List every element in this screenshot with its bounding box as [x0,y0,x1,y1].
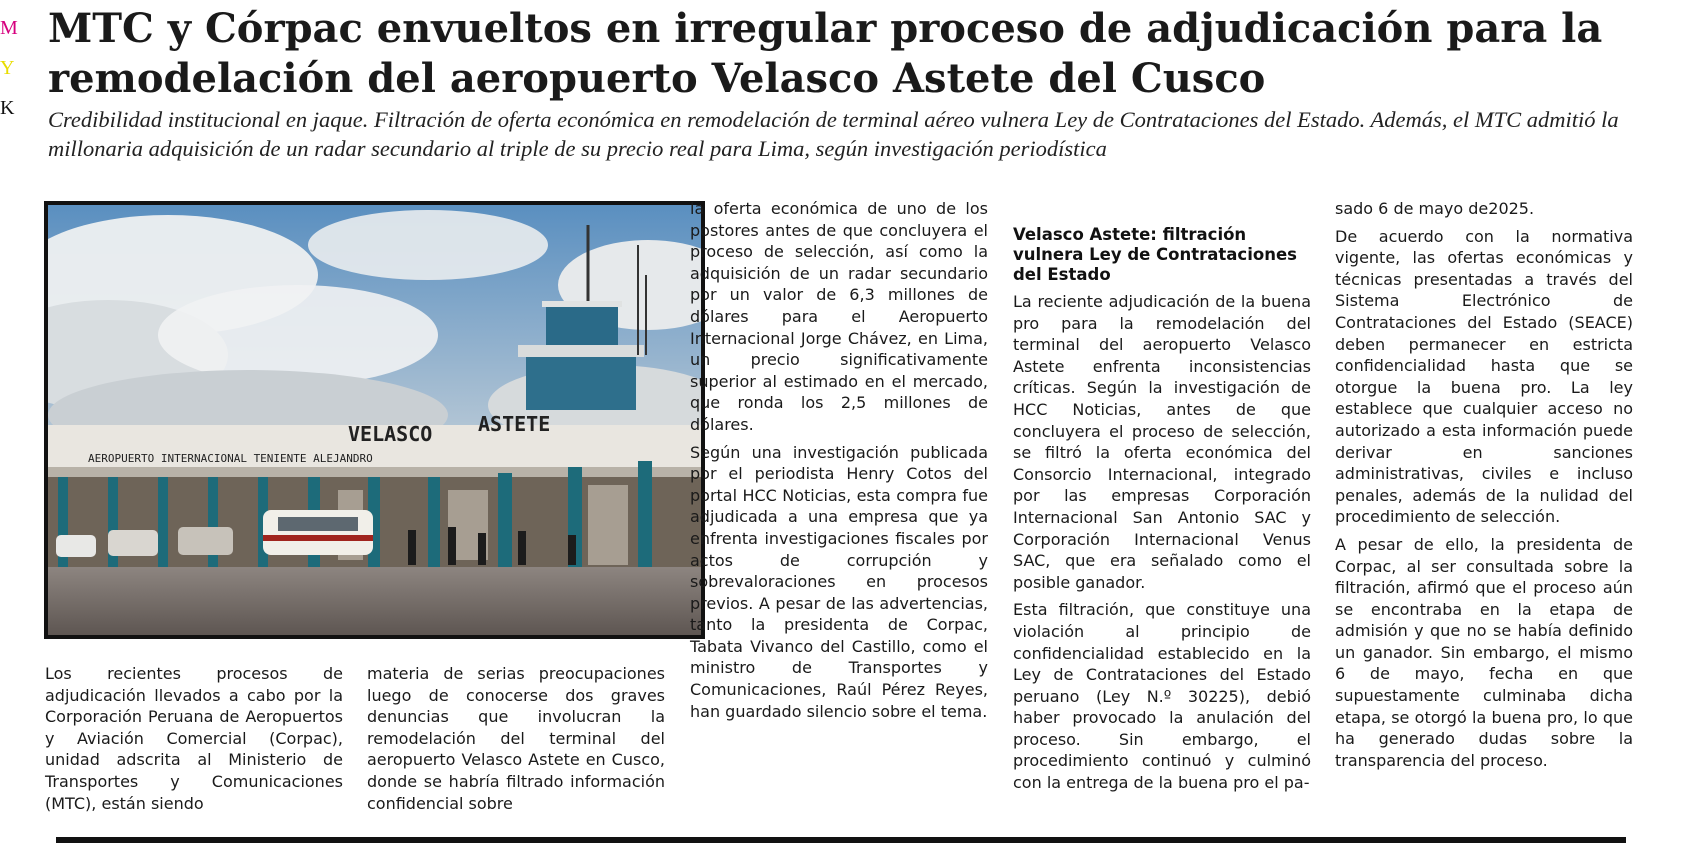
article-headline: MTC y Córpac envueltos en irregular proceso de adjudicación para la remodelación del aeropuerto Velasco Astete del Cusco [48,5,1603,102]
paragraph: A pesar de ello, la presidenta de Corpac, al ser consultada sobre la filtración, afirmó que el proceso aún se encontraba en la etapa de admisión y que no se había definido un ganador. Sin embargo, el mismo 6 de mayo, fecha en que supuestamente culminaba dicha etapa, se otorgó la buena pro, lo que ha generado dudas sobre la transparencia del proceso. [1335,534,1633,770]
article-column-5 [1335,198,1633,777]
photo-sign-line1: AEROPUERTO INTERNACIONAL TENIENTE ALEJANDRO [88,452,373,465]
paragraph: materia de serias preocupaciones luego de conocerse dos graves denuncias que involucran la remodelación del terminal del aeropuerto Velasco Astete en Cusco, donde se habría filtrado información confidencial sobre [367,664,665,813]
article-column-4 [1013,225,1311,800]
article-column-1 [45,663,343,820]
bottom-rule [56,837,1626,843]
paragraph: Los recientes procesos de adjudicación llevados a cabo por la Corporación Peruana de Aeropuertos y Aviación Comercial (Corpac), unidad adscrita al Ministerio de Transportes y Comunicaciones (MTC), están siendo [45,664,343,813]
paragraph: La reciente adjudicación de la buena pro para la remodelación del terminal del aeropuerto Velasco Astete enfrenta inconsistencias críticas. Según la investigación de HCC Noticias, antes de que concluyera el proceso de selección, se filtró la oferta económica del Consorcio Internacional, integrado por las empresas Corporación Internacional San Antonio SAC y Corporación Internacional Venus SAC, que era señalado como el posible ganador. [1013,292,1311,592]
photo-sign-line2: VELASCO [348,422,433,446]
paragraph: Según una investigación publicada por el periodista Henry Cotos del portal HCC Noticias, esta compra fue adjudicada a una empresa que ya enfrenta investigaciones fiscales por actos de corrupción y sobrevaloraciones en procesos previos. A pesar de las advertencias, tanto la presidenta de Corpac, Tabata Vivanco del Castillo, como el ministro de Transportes y Comunicaciones, Raúl Pérez Reyes, han guardado silencio sobre el tema. [690,442,988,721]
paragraph: Esta filtración, que constituye una violación al principio de confidencialidad establecido en la Ley de Contrataciones del Estado peruano (Ley N.º 30225), debió haber provocado la anulación del proceso. Sin embargo, el procedimiento continuó y culminó con la entrega de la buena pro el pa- [1013,600,1311,793]
airport-photo [44,201,705,639]
paragraph: De acuerdo con la normativa vigente, las ofertas económicas y técnicas presentadas a través del Sistema Electrónico de Contrataciones del Estado (SEACE) deben permanecer en estricta confidencialidad hasta que se otorgue la buena pro. La ley establece que cualquier acceso no autorizado a esta información puede derivar en sanciones administrativas, civiles e incluso penales, además de la nulidad del procedimiento de selección. [1335,226,1633,527]
paragraph: sado 6 de mayo de2025. [1335,199,1535,218]
article-deck: Credibilidad institucional en jaque. Filtración de oferta económica en remodelación de terminal aéreo vulnera Ley de Contrataciones del Estado. Además, el MTC admitió la millonaria adquisición de un radar secundario al triple de su precio real para Lima, según investigación periodística [48,107,1619,161]
section-subhead: Velasco Astete: filtración vulnera Ley de Contrataciones del Estado [1013,225,1297,284]
registration-mark-black: K [0,97,15,119]
article-column-2 [367,663,665,820]
paragraph: la oferta económica de uno de los postores antes de que concluyera el proceso de selección, así como la adquisición de un radar secundario por un valor de 6,3 millones de dólares para el Aeropuerto Internacional Jorge Chávez, en Lima, un precio significativamente superior al estimado en el mercado, que ronda los 2,5 millones de dólares. [690,199,988,434]
registration-mark-yellow: Y [0,57,15,79]
photo-sign-line3: ASTETE [478,412,551,436]
article-column-3 [690,198,988,728]
airport-terminal-illustration [48,205,701,635]
registration-mark-magenta: M [0,17,18,39]
